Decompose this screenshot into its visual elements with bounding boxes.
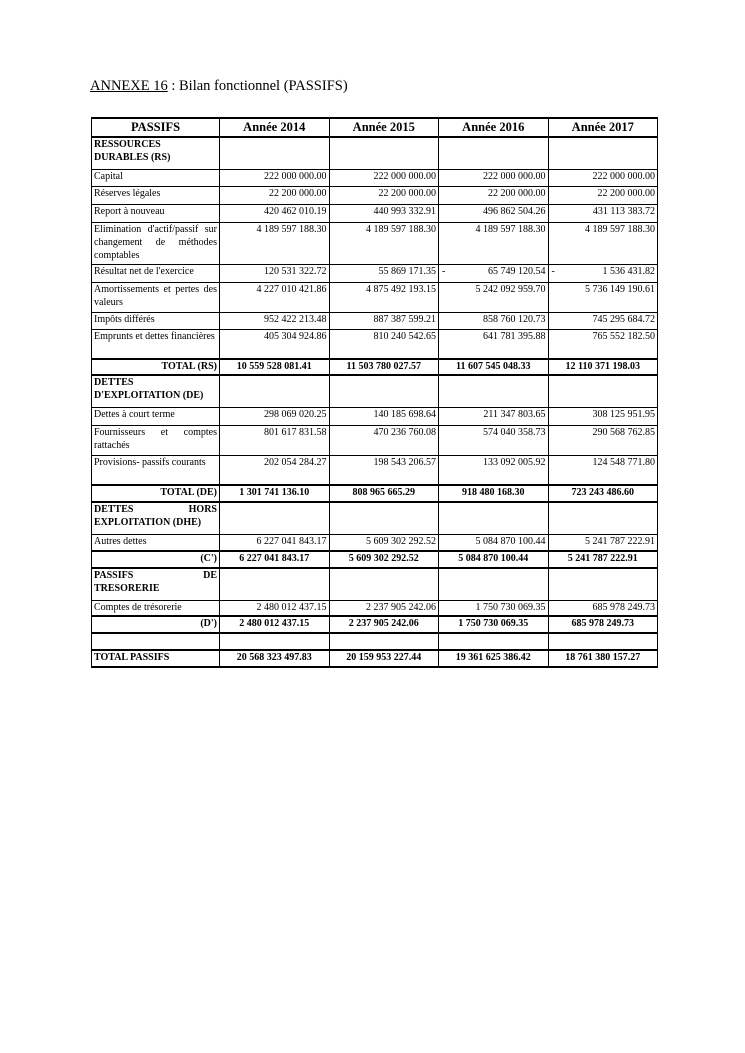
cell-value: 470 236 760.08 <box>373 426 436 438</box>
cell-year-2015 <box>329 329 439 359</box>
cell-year-2016 <box>439 600 549 616</box>
cell-value: 5 241 787 222.91 <box>567 553 638 564</box>
cell-year-2015 <box>329 169 439 186</box>
cell-value: 5 609 302 292.52 <box>348 553 419 564</box>
table-row <box>92 425 658 455</box>
header-passifs: PASSIFS <box>92 118 220 137</box>
cell-value: 20 159 953 227.44 <box>346 652 422 663</box>
cell-value: 20 568 323 497.83 <box>236 652 312 663</box>
cell-year-2016 <box>439 455 549 485</box>
table-row <box>92 329 658 359</box>
cell-value: 4 875 492 193.15 <box>366 283 436 295</box>
cell-year-2017 <box>548 137 658 169</box>
row-label: Emprunts et dettes financières <box>92 329 220 359</box>
minus-sign: - <box>551 265 555 277</box>
cell-value: 918 480 168.30 <box>462 487 525 498</box>
row-label: Fournisseurs et comptes rattachés <box>92 425 220 455</box>
cell-value: 65 749 120.54 <box>488 265 546 277</box>
total-row <box>92 616 658 633</box>
cell-value: 5 084 870 100.44 <box>458 553 529 564</box>
cell-value: 765 552 182.50 <box>592 330 655 342</box>
cell-value: 4 189 597 188.30 <box>585 223 655 235</box>
row-label: Autres dettes <box>92 534 220 551</box>
cell-year-2014 <box>220 425 330 455</box>
cell-year-2014 <box>220 616 330 633</box>
cell-value: 6 227 041 843.17 <box>256 535 327 547</box>
cell-value: 211 347 803.65 <box>483 408 546 420</box>
cell-value: 22 200 000.00 <box>488 187 546 199</box>
cell-value: 2 480 012 437.15 <box>256 601 327 613</box>
cell-year-2015 <box>329 568 439 600</box>
cell-year-2014 <box>220 329 330 359</box>
cell-value: 685 978 249.73 <box>571 618 634 629</box>
cell-value: 133 092 005.92 <box>483 456 546 468</box>
cell-year-2015 <box>329 616 439 633</box>
cell-value: 1 750 730 069.35 <box>458 618 529 629</box>
row-label: Amortissements et pertes des valeurs <box>92 282 220 312</box>
cell-year-2015 <box>329 282 439 312</box>
cell-value: 120 531 322.72 <box>264 265 327 277</box>
row-label: (D') <box>92 616 220 633</box>
cell-year-2016 <box>439 485 549 502</box>
cell-value: 808 965 665.29 <box>352 487 415 498</box>
cell-value: 2 237 905 242.06 <box>348 618 419 629</box>
cell-year-2015 <box>329 222 439 264</box>
cell-year-2016 <box>439 534 549 551</box>
cell-year-2014 <box>220 204 330 222</box>
cell-year-2015 <box>329 264 439 282</box>
cell-year-2014 <box>220 169 330 186</box>
cell-value: 5 241 787 222.91 <box>585 535 655 547</box>
annexe-number: ANNEXE 16 <box>90 78 168 94</box>
cell-year-2017 <box>548 375 658 407</box>
cell-year-2014 <box>220 375 330 407</box>
cell-year-2017 <box>548 650 658 667</box>
cell-value: 18 761 380 157.27 <box>565 652 641 663</box>
table-row <box>92 204 658 222</box>
total-row <box>92 485 658 502</box>
row-label: (C') <box>92 551 220 568</box>
cell-value: 4 227 010 421.86 <box>256 283 327 295</box>
row-label: Capital <box>92 169 220 186</box>
cell-value: 745 295 684.72 <box>592 313 655 325</box>
cell-value: 1 536 431.82 <box>602 265 655 277</box>
cell-year-2017 <box>548 169 658 186</box>
cell-value: 858 760 120.73 <box>483 313 546 325</box>
cell-year-2014 <box>220 551 330 568</box>
table-row <box>92 264 658 282</box>
cell-value: 222 000 000.00 <box>592 170 655 182</box>
cell-value: 6 227 041 843.17 <box>239 553 310 564</box>
cell-year-2014 <box>220 282 330 312</box>
total-row <box>92 650 658 667</box>
cell-year-2017 <box>548 600 658 616</box>
cell-year-2015 <box>329 204 439 222</box>
cell-year-2016 <box>439 375 549 407</box>
cell-value: 5 736 149 190.61 <box>585 283 655 295</box>
row-label: Réserves légales <box>92 186 220 204</box>
cell-year-2016 <box>439 312 549 329</box>
cell-year-2016 <box>439 407 549 425</box>
cell-year-2017 <box>548 616 658 633</box>
cell-year-2014 <box>220 633 330 650</box>
table-row <box>92 455 658 485</box>
section-row <box>92 375 658 407</box>
cell-year-2017 <box>548 282 658 312</box>
table-row <box>92 222 658 264</box>
cell-year-2017 <box>548 407 658 425</box>
cell-value: 55 869 171.35 <box>378 265 436 277</box>
cell-year-2016 <box>439 222 549 264</box>
table-row <box>92 186 658 204</box>
cell-value: 222 000 000.00 <box>483 170 546 182</box>
cell-year-2017 <box>548 186 658 204</box>
cell-value: 431 113 383.72 <box>592 205 655 217</box>
cell-value: 198 543 206.57 <box>373 456 436 468</box>
row-label: PASSIFS DE TRESORERIE <box>92 568 220 600</box>
minus-sign: - <box>442 265 446 277</box>
cell-value: 801 617 831.58 <box>264 426 327 438</box>
table-row <box>92 169 658 186</box>
cell-year-2017 <box>548 633 658 650</box>
cell-value: 11 503 780 027.57 <box>346 361 421 372</box>
row-label: Provisions- passifs courants <box>92 455 220 485</box>
cell-value: 496 862 504.26 <box>483 205 546 217</box>
cell-value: 202 054 284.27 <box>264 456 327 468</box>
cell-value: 4 189 597 188.30 <box>366 223 436 235</box>
cell-year-2015 <box>329 359 439 375</box>
cell-year-2016 <box>439 186 549 204</box>
cell-year-2014 <box>220 407 330 425</box>
cell-year-2014 <box>220 186 330 204</box>
row-label: TOTAL (RS) <box>92 359 220 375</box>
cell-year-2016 <box>439 616 549 633</box>
cell-year-2016 <box>439 551 549 568</box>
cell-value: 641 781 395.88 <box>483 330 546 342</box>
cell-value: 420 462 010.19 <box>264 205 327 217</box>
cell-year-2016 <box>439 502 549 534</box>
cell-year-2016 <box>439 264 549 282</box>
cell-year-2017 <box>548 359 658 375</box>
cell-value: 4 189 597 188.30 <box>256 223 327 235</box>
row-label: DETTES HORS EXPLOITATION (DHE) <box>92 502 220 534</box>
table-body <box>92 137 658 667</box>
header-year-2014: Année 2014 <box>220 118 330 137</box>
cell-year-2015 <box>329 186 439 204</box>
cell-value: 685 978 249.73 <box>592 601 655 613</box>
table-row <box>92 534 658 551</box>
cell-year-2014 <box>220 485 330 502</box>
table-row <box>92 407 658 425</box>
cell-year-2017 <box>548 264 658 282</box>
cell-value: 405 304 924.86 <box>264 330 327 342</box>
cell-year-2017 <box>548 568 658 600</box>
cell-year-2015 <box>329 600 439 616</box>
cell-year-2014 <box>220 137 330 169</box>
annexe-caption: : Bilan fonctionnel (PASSIFS) <box>167 78 348 94</box>
row-label: DETTES D'EXPLOITATION (DE) <box>92 375 220 407</box>
cell-year-2015 <box>329 425 439 455</box>
cell-year-2017 <box>548 312 658 329</box>
cell-year-2016 <box>439 650 549 667</box>
row-label: TOTAL PASSIFS <box>92 650 220 667</box>
cell-year-2016 <box>439 282 549 312</box>
cell-year-2014 <box>220 222 330 264</box>
row-label <box>92 633 220 650</box>
cell-value: 574 040 358.73 <box>483 426 546 438</box>
cell-year-2014 <box>220 502 330 534</box>
cell-value: 810 240 542.65 <box>373 330 436 342</box>
cell-year-2016 <box>439 204 549 222</box>
cell-year-2017 <box>548 329 658 359</box>
cell-year-2017 <box>548 551 658 568</box>
table-row <box>92 312 658 329</box>
cell-value: 22 200 000.00 <box>378 187 436 199</box>
cell-year-2016 <box>439 329 549 359</box>
cell-year-2014 <box>220 264 330 282</box>
row-label: Résultat net de l'exercice <box>92 264 220 282</box>
cell-year-2016 <box>439 425 549 455</box>
cell-year-2017 <box>548 425 658 455</box>
cell-year-2015 <box>329 534 439 551</box>
cell-value: 140 185 698.64 <box>373 408 436 420</box>
cell-value: 440 993 332.91 <box>373 205 436 217</box>
total-row <box>92 551 658 568</box>
row-label: Report à nouveau <box>92 204 220 222</box>
cell-year-2017 <box>548 534 658 551</box>
header-year-2016: Année 2016 <box>439 118 549 137</box>
cell-value: 19 361 625 386.42 <box>455 652 531 663</box>
cell-year-2017 <box>548 502 658 534</box>
cell-year-2016 <box>439 169 549 186</box>
cell-year-2014 <box>220 359 330 375</box>
cell-year-2015 <box>329 375 439 407</box>
total-row <box>92 359 658 375</box>
cell-year-2014 <box>220 600 330 616</box>
cell-year-2016 <box>439 568 549 600</box>
header-row <box>92 118 658 137</box>
cell-year-2015 <box>329 312 439 329</box>
cell-value: 887 387 599.21 <box>373 313 436 325</box>
cell-year-2015 <box>329 455 439 485</box>
cell-year-2015 <box>329 137 439 169</box>
cell-value: 12 110 371 198.03 <box>565 361 640 372</box>
cell-year-2015 <box>329 633 439 650</box>
cell-year-2016 <box>439 137 549 169</box>
cell-year-2014 <box>220 534 330 551</box>
cell-value: 290 568 762.85 <box>592 426 655 438</box>
cell-value: 4 189 597 188.30 <box>475 223 546 235</box>
table-row <box>92 600 658 616</box>
header-year-2015: Année 2015 <box>329 118 439 137</box>
cell-value: 723 243 486.60 <box>571 487 634 498</box>
cell-year-2014 <box>220 568 330 600</box>
cell-value: 124 548 771.80 <box>592 456 655 468</box>
cell-value: 222 000 000.00 <box>373 170 436 182</box>
cell-year-2017 <box>548 204 658 222</box>
section-row <box>92 568 658 600</box>
section-row <box>92 137 658 169</box>
row-label: Elimination d'actif/passif sur changement de méthodes comptables <box>92 222 220 264</box>
cell-year-2015 <box>329 485 439 502</box>
row-label: Impôts différés <box>92 312 220 329</box>
cell-value: 5 084 870 100.44 <box>475 535 546 547</box>
cell-year-2015 <box>329 502 439 534</box>
cell-value: 22 200 000.00 <box>269 187 327 199</box>
cell-value: 2 480 012 437.15 <box>239 618 310 629</box>
section-row <box>92 502 658 534</box>
table-row <box>92 282 658 312</box>
cell-value: 5 609 302 292.52 <box>366 535 436 547</box>
cell-year-2014 <box>220 650 330 667</box>
cell-year-2016 <box>439 633 549 650</box>
cell-value: 11 607 545 048.33 <box>456 361 531 372</box>
cell-value: 308 125 951.95 <box>592 408 655 420</box>
cell-year-2015 <box>329 551 439 568</box>
cell-value: 952 422 213.48 <box>264 313 327 325</box>
cell-value: 10 559 528 081.41 <box>236 361 312 372</box>
row-label: Comptes de trésorerie <box>92 600 220 616</box>
cell-value: 2 237 905 242.06 <box>366 601 436 613</box>
document-title <box>90 78 348 95</box>
row-label: RESSOURCES DURABLES (RS) <box>92 137 220 169</box>
table-row <box>92 633 658 650</box>
row-label: Dettes à court terme <box>92 407 220 425</box>
cell-value: 1 750 730 069.35 <box>475 601 546 613</box>
cell-value: 22 200 000.00 <box>597 187 655 199</box>
cell-year-2015 <box>329 650 439 667</box>
cell-year-2016 <box>439 359 549 375</box>
header-year-2017: Année 2017 <box>548 118 658 137</box>
cell-value: 298 069 020.25 <box>264 408 327 420</box>
cell-year-2015 <box>329 407 439 425</box>
balance-sheet-table <box>91 117 658 668</box>
row-label: TOTAL (DE) <box>92 485 220 502</box>
cell-value: 222 000 000.00 <box>264 170 327 182</box>
cell-value: 5 242 092 959.70 <box>475 283 546 295</box>
cell-year-2014 <box>220 312 330 329</box>
cell-year-2017 <box>548 485 658 502</box>
cell-year-2014 <box>220 455 330 485</box>
cell-value: 1 301 741 136.10 <box>239 487 310 498</box>
cell-year-2017 <box>548 222 658 264</box>
cell-year-2017 <box>548 455 658 485</box>
